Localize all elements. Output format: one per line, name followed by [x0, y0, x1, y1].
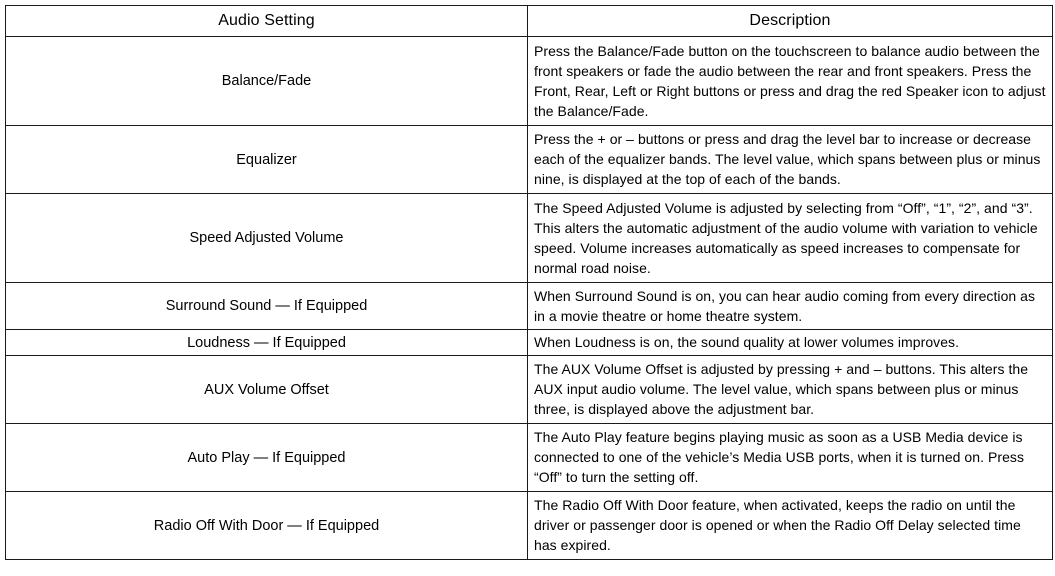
table-row [6, 356, 1053, 424]
description-cell: When Loudness is on, the sound quality at lower volumes improves. [528, 330, 1053, 356]
setting-cell: Surround Sound — If Equipped [6, 283, 528, 330]
setting-cell: Auto Play — If Equipped [6, 424, 528, 492]
description-cell: When Surround Sound is on, you can hear audio coming from every direction as in a movie theatre or home theatre system. [528, 283, 1053, 330]
audio-settings-table-container [5, 5, 1052, 560]
description-cell: The Speed Adjusted Volume is adjusted by selecting from “Off”, “1”, “2”, and “3”. This alters the automatic adjustment of the audio volume with variation to vehicle speed. Volume increases automatically as speed increases to compensate for normal road noise. [528, 194, 1053, 283]
setting-cell: Speed Adjusted Volume [6, 194, 528, 283]
description-cell: The Radio Off With Door feature, when activated, keeps the radio on until the driver or passenger door is opened or when the Radio Off Delay selected time has expired. [528, 492, 1053, 560]
setting-cell: AUX Volume Offset [6, 356, 528, 424]
table-row [6, 126, 1053, 194]
table-row [6, 492, 1053, 560]
description-cell: Press the Balance/Fade button on the touchscreen to balance audio between the front speakers or fade the audio between the rear and front speakers. Press the Front, Rear, Left or Right buttons or press and drag the red Speaker icon to adjust the Balance/Fade. [528, 37, 1053, 126]
setting-cell: Loudness — If Equipped [6, 330, 528, 356]
description-cell: Press the + or – buttons or press and drag the level bar to increase or decrease each of the equalizer bands. The level value, which spans between plus or minus nine, is displayed at the top of each of the bands. [528, 126, 1053, 194]
description-cell: The AUX Volume Offset is adjusted by pressing + and – buttons. This alters the AUX input audio volume. The level value, which spans between plus or minus three, is displayed above the adjustment bar. [528, 356, 1053, 424]
table-row [6, 37, 1053, 126]
setting-cell: Equalizer [6, 126, 528, 194]
setting-cell: Balance/Fade [6, 37, 528, 126]
table-row [6, 283, 1053, 330]
table-row [6, 194, 1053, 283]
header-audio-setting: Audio Setting [6, 6, 528, 37]
audio-settings-table [5, 5, 1053, 560]
table-header-row [6, 6, 1053, 37]
description-cell: The Auto Play feature begins playing music as soon as a USB Media device is connected to one of the vehicle’s Media USB ports, when it is turned on. Press “Off” to turn the setting off. [528, 424, 1053, 492]
table-row [6, 424, 1053, 492]
header-description: Description [528, 6, 1053, 37]
setting-cell: Radio Off With Door — If Equipped [6, 492, 528, 560]
table-row [6, 330, 1053, 356]
